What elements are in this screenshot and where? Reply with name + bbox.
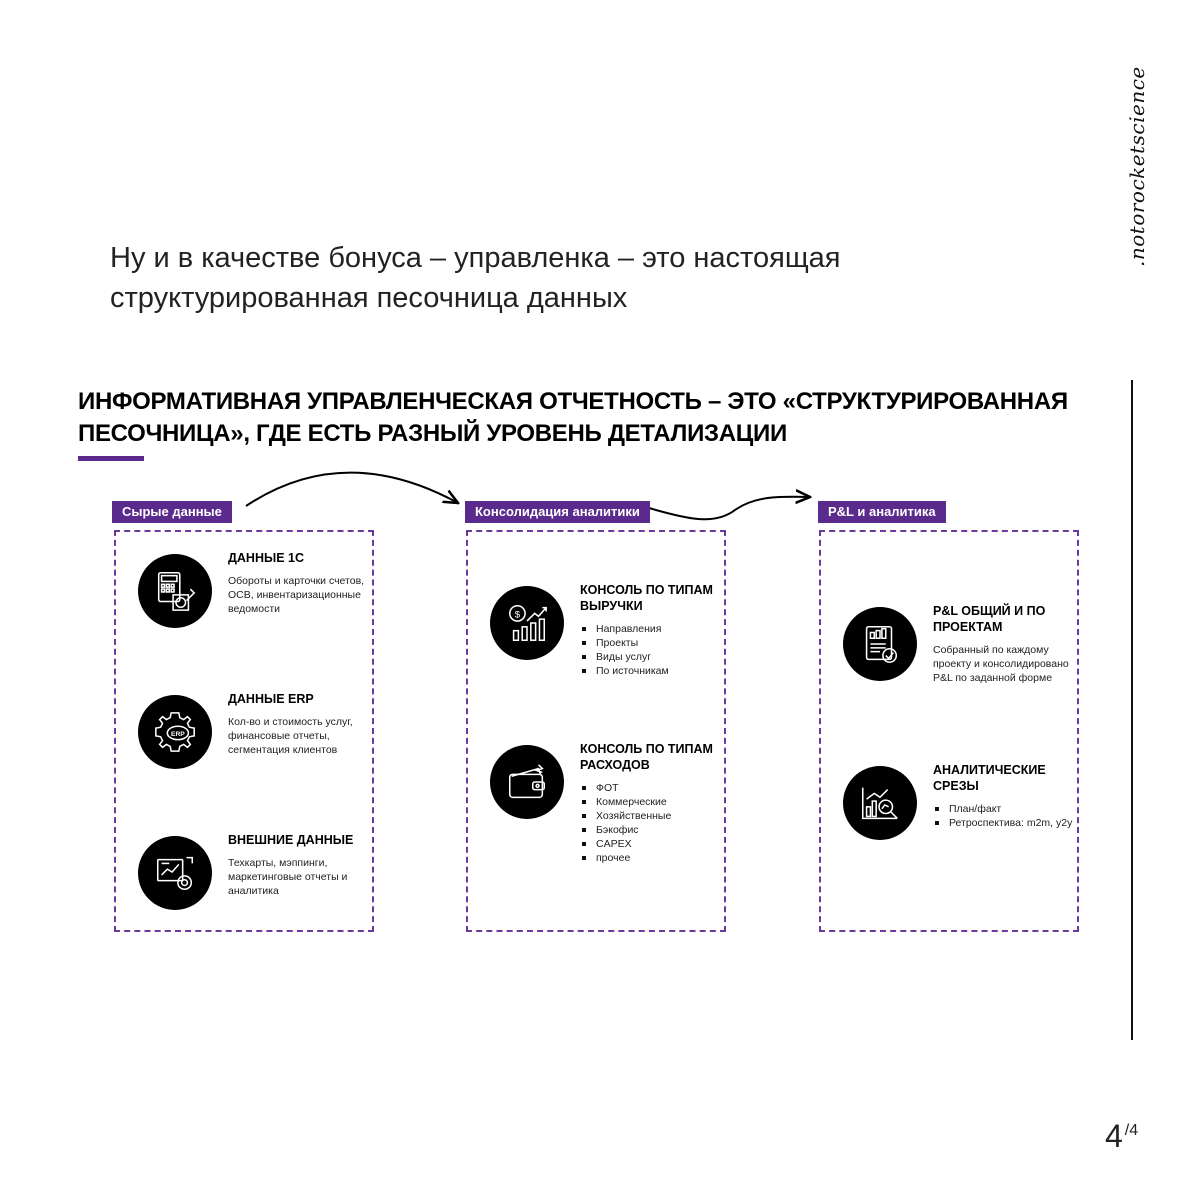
svg-text:ERP: ERP bbox=[170, 730, 185, 738]
label-consolidation: Консолидация аналитики bbox=[465, 501, 650, 523]
page-number bbox=[1105, 1118, 1138, 1155]
item-title: АНАЛИТИЧЕСКИЕ СРЕЗЫ bbox=[933, 763, 1046, 793]
page-total: /4 bbox=[1124, 1122, 1139, 1139]
list-item: Направления bbox=[580, 622, 730, 636]
list-item: ФОТ bbox=[580, 781, 730, 795]
item-title: P&L ОБЩИЙ И ПО ПРОЕКТАМ bbox=[933, 604, 1046, 634]
column-pl-analytics bbox=[819, 530, 1079, 932]
column-raw-data bbox=[114, 530, 374, 932]
list-item: CAPEX bbox=[580, 837, 730, 851]
brand-logo: .notorocketscience bbox=[1125, 66, 1149, 267]
item-description: Обороты и карточки счетов, ОСВ, инвентаризационные ведомости bbox=[228, 575, 365, 615]
slide-subtitle: Ну и в качестве бонуса – управленка – это настоящая структурированная песочница данных bbox=[110, 242, 841, 314]
section-heading: ИНФОРМАТИВНАЯ УПРАВЛЕНЧЕСКАЯ ОТЧЕТНОСТЬ – ЭТО «СТРУКТУРИРОВАННАЯ ПЕСОЧНИЦА», ГДЕ ЕСТЬ РАЗНЫЙ УРОВЕНЬ ДЕТАЛИЗАЦИИ bbox=[78, 388, 1068, 447]
list-item: Коммерческие bbox=[580, 795, 730, 809]
bullet-list bbox=[580, 781, 730, 865]
page-current: 4 bbox=[1105, 1118, 1123, 1154]
revenue-chart-icon bbox=[490, 586, 564, 660]
item-title: КОНСОЛЬ ПО ТИПАМ ВЫРУЧКИ bbox=[580, 583, 713, 613]
list-item: Бэкофис bbox=[580, 823, 730, 837]
item-title: ДАННЫЕ 1С bbox=[228, 551, 305, 565]
arrow-consolidation-to-pl bbox=[649, 497, 810, 520]
item-title: ВНЕШНИЕ ДАННЫЕ bbox=[228, 833, 354, 847]
accounting-calculator-icon bbox=[138, 554, 212, 628]
item-description: Собранный по каждому проекту и консолидировано P&L по заданной форме bbox=[933, 644, 1069, 684]
erp-gear-icon bbox=[138, 695, 212, 769]
list-item: По источникам bbox=[580, 664, 730, 678]
column-consolidation bbox=[466, 530, 726, 932]
svg-text:$: $ bbox=[514, 609, 521, 621]
label-pl-analytics: P&L и аналитика bbox=[818, 501, 946, 523]
list-item: Проекты bbox=[580, 636, 730, 650]
analytics-report-icon bbox=[138, 836, 212, 910]
label-raw-data: Сырые данные bbox=[112, 501, 232, 523]
list-item: прочее bbox=[580, 851, 730, 865]
list-item: Ретроспектива: m2m, y2y bbox=[933, 816, 1083, 830]
analytics-magnifier-icon bbox=[843, 766, 917, 840]
item-description: Техкарты, мэппинги, маркетинговые отчеты и аналитика bbox=[228, 857, 348, 897]
list-item: План/факт bbox=[933, 802, 1083, 816]
arrow-raw-to-consolidation bbox=[246, 473, 458, 506]
bullet-list bbox=[580, 622, 730, 678]
list-item: Хозяйственные bbox=[580, 809, 730, 823]
item-description: Кол-во и стоимость услуг, финансовые отчеты, сегментация клиентов bbox=[228, 716, 353, 756]
wallet-icon bbox=[490, 745, 564, 819]
item-title: ДАННЫЕ ERP bbox=[228, 692, 314, 706]
list-item: Виды услуг bbox=[580, 650, 730, 664]
report-check-icon bbox=[843, 607, 917, 681]
bullet-list bbox=[933, 802, 1083, 830]
item-title: КОНСОЛЬ ПО ТИПАМ РАСХОДОВ bbox=[580, 742, 713, 772]
